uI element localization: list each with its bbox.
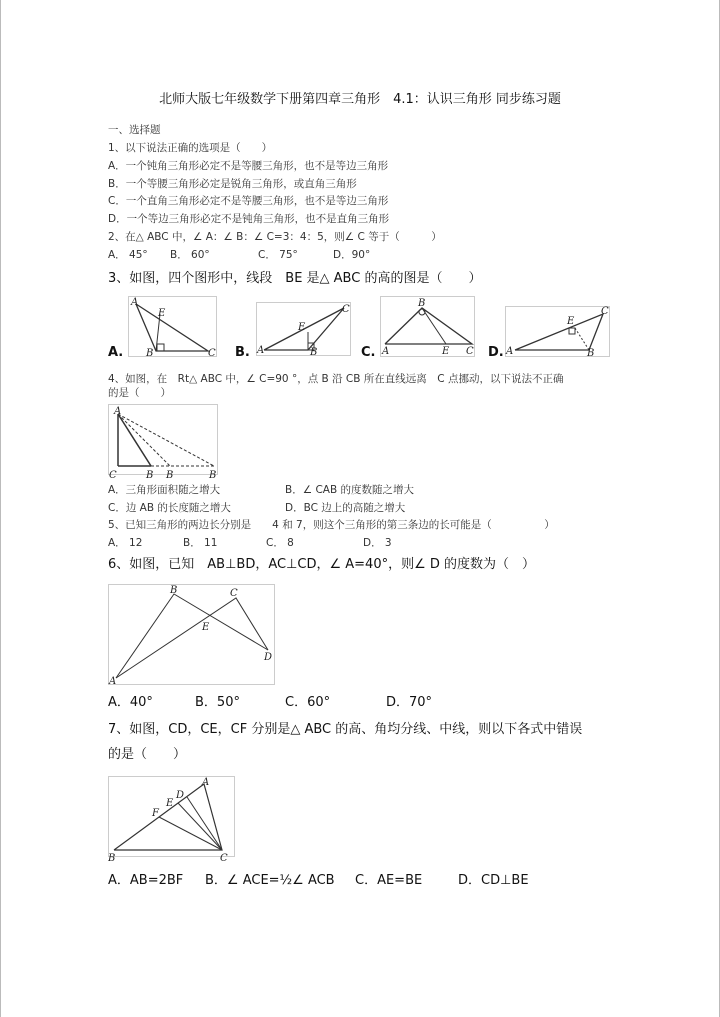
q6-option-d: D．70°: [386, 695, 433, 710]
svg-text:B: B: [108, 853, 116, 862]
svg-text:A: A: [506, 346, 514, 357]
svg-text:C: C: [342, 304, 350, 315]
q4-option-a: A．三角形面积随之增大: [108, 484, 221, 496]
svg-text:D: D: [176, 790, 185, 801]
q6-stem: 6、如图，已知 AB⊥BD，AC⊥CD，∠ A=40°，则∠ D 的度数为（ ）: [108, 557, 536, 572]
svg-text:B: B: [587, 348, 595, 358]
svg-text:C: C: [208, 348, 216, 358]
q5-option-a: A． 12: [108, 537, 143, 549]
q3-label-b: B.: [235, 345, 250, 360]
q3-label-d: D.: [488, 345, 504, 360]
svg-text:F: F: [152, 808, 159, 819]
svg-text:B: B: [170, 585, 178, 596]
q2-option-a: A． 45°: [108, 249, 148, 261]
svg-text:E: E: [202, 622, 210, 633]
q1-option-d: D．一个等边三角形必定不是钝角三角形，也不是直角三角形: [108, 213, 390, 225]
q6-option-b: B．50°: [195, 695, 240, 710]
svg-text:E: E: [158, 308, 166, 319]
q4-stem-line2: 的是（ ）: [108, 387, 171, 399]
svg-text:A: A: [202, 777, 210, 788]
q3-figure-d: [505, 306, 611, 358]
q3-label-c: C.: [361, 345, 376, 360]
q3-figure-b: [256, 302, 352, 357]
page-edge-left: [0, 0, 1, 1017]
q7-option-b: B．∠ ACE=½∠ ACB: [205, 873, 335, 888]
svg-text:E: E: [442, 346, 450, 357]
section-heading: 一、选择题: [108, 124, 161, 136]
q5-option-b: B． 11: [183, 537, 218, 549]
svg-text:C: C: [109, 470, 117, 480]
q4-figure: [108, 404, 220, 480]
q5-option-c: C． 8: [266, 537, 294, 549]
svg-text:B: B: [209, 470, 217, 480]
q2-option-c: C． 75°: [258, 249, 298, 261]
svg-text:E: E: [166, 798, 174, 809]
q3-label-a: A.: [108, 345, 124, 360]
q4-stem-line1: 4、如图，在 Rt△ ABC 中，∠ C=90 °，点 B 沿 CB 所在直线远离 C 点挪动，以下说法不正确: [108, 373, 564, 385]
svg-text:B: B: [166, 470, 174, 480]
q5-stem: 5、已知三角形的两边长分别是 4 和 7，则这个三角形的第三条边的长可能是（ ）: [108, 519, 555, 531]
svg-text:B: B: [310, 347, 318, 357]
svg-text:A: A: [114, 406, 122, 417]
q4-option-b: B．∠ CAB 的度数随之增大: [285, 484, 415, 496]
q1-option-c: C．一个直角三角形必定不是等腰三角形，也不是等边三角形: [108, 195, 389, 207]
q1-option-a: A．一个钝角三角形必定不是等腰三角形，也不是等边三角形: [108, 160, 389, 172]
svg-text:C: C: [220, 853, 228, 862]
q7-option-a: A．AB=2BF: [108, 873, 184, 888]
q7-option-c: C．AE=BE: [355, 873, 423, 888]
svg-text:A: A: [131, 297, 139, 308]
svg-text:E: E: [298, 322, 306, 333]
svg-text:B: B: [146, 348, 154, 358]
svg-text:C: C: [601, 306, 609, 317]
svg-text:A: A: [109, 676, 117, 686]
q4-option-c: C．边 AB 的长度随之增大: [108, 502, 231, 514]
svg-text:D: D: [264, 652, 273, 663]
q4-option-d: D．BC 边上的高随之增大: [285, 502, 406, 514]
svg-text:A: A: [382, 346, 390, 357]
q3-figure-a: [128, 296, 218, 358]
q6-option-a: A．40°: [108, 695, 153, 710]
q6-option-c: C．60°: [285, 695, 331, 710]
q7-stem-line2: 的是（ ）: [108, 747, 187, 762]
svg-text:C: C: [466, 346, 474, 357]
q1-option-b: B．一个等腰三角形必定是锐角三角形，或直角三角形: [108, 178, 357, 190]
q7-figure: [108, 776, 236, 862]
document-title: 北师大版七年级数学下册第四章三角形 4.1：认识三角形 同步练习题: [159, 92, 561, 107]
q5-option-d: D． 3: [363, 537, 392, 549]
q2-option-d: D．90°: [333, 249, 371, 261]
svg-text:A: A: [257, 345, 265, 356]
q3-stem: 3、如图，四个图形中，线段 BE 是△ ABC 的高的图是（ ）: [108, 271, 482, 286]
svg-text:C: C: [230, 588, 238, 599]
q7-stem-line1: 7、如图，CD，CE，CF 分别是△ ABC 的高、角均分线、中线，则以下各式中错误: [108, 722, 583, 737]
q1-stem: 1、以下说法正确的选项是（ ）: [108, 142, 273, 154]
q3-figure-c: [380, 296, 476, 358]
q2-stem: 2、在△ ABC 中，∠ A：∠ B：∠ C=3：4：5，则∠ C 等于（ ）: [108, 231, 442, 243]
q7-option-d: D．CD⊥BE: [458, 873, 529, 888]
q2-option-b: B． 60°: [170, 249, 210, 261]
q6-figure: [108, 584, 276, 686]
svg-text:B: B: [418, 298, 426, 309]
svg-text:E: E: [567, 316, 575, 327]
svg-text:B: B: [146, 470, 154, 480]
